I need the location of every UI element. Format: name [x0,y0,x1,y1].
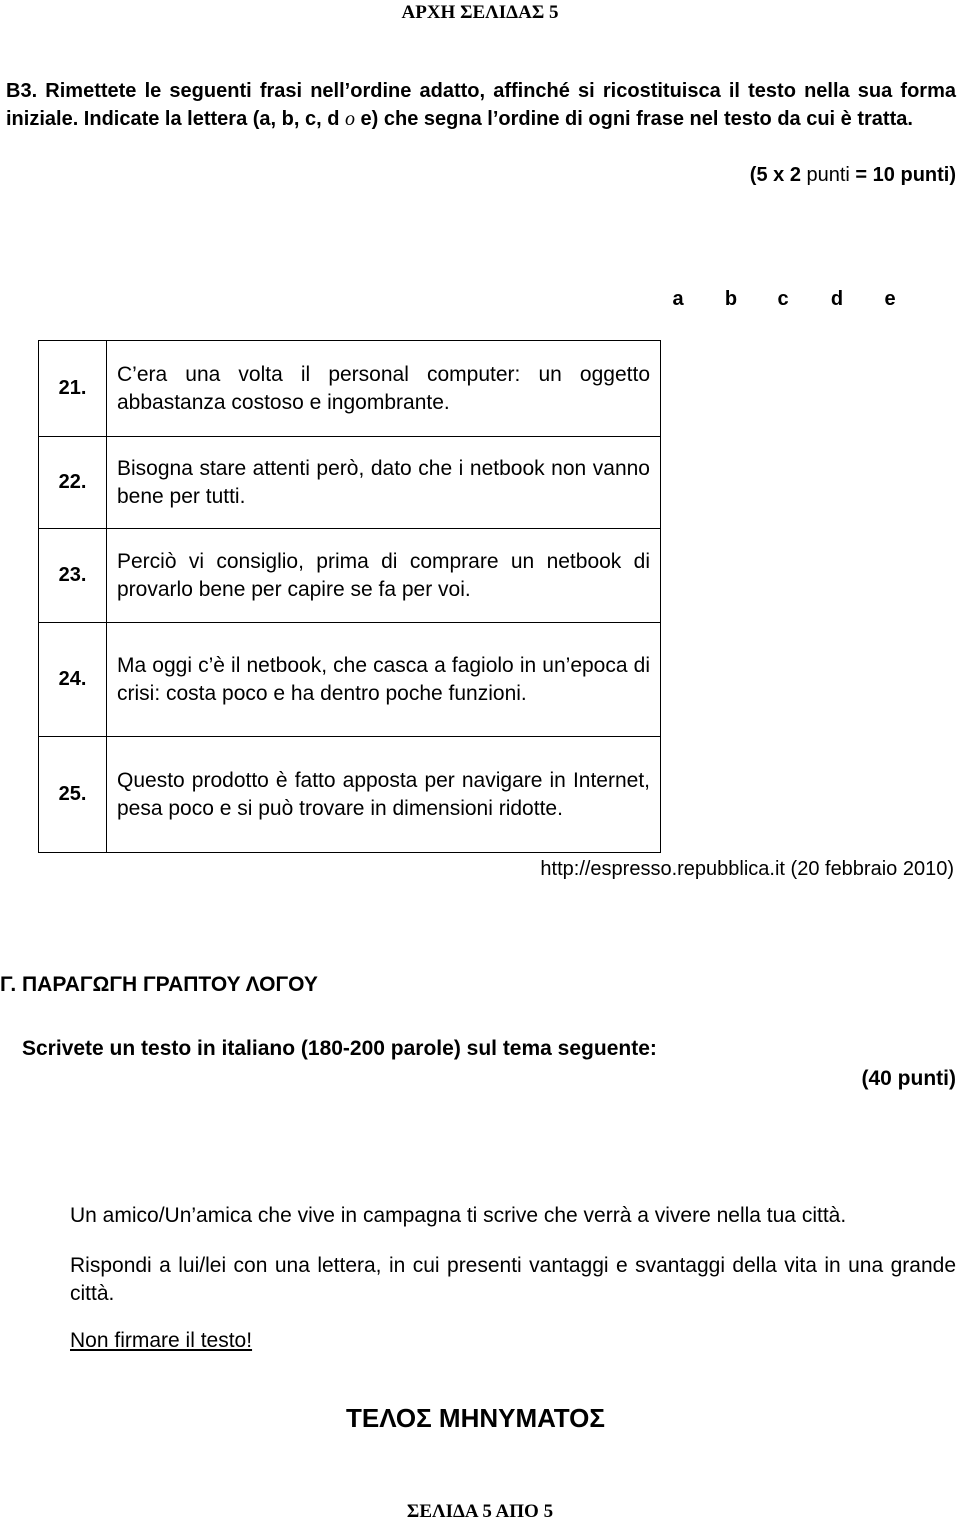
b3-points: (5 x 2 punti = 10 punti) [749,164,956,186]
task-prompt: Un amico/Un’amica che vive in campagna ti scrive che verrà a vivere nella tua città. [70,1204,847,1227]
item-sentence: Perciò vi consiglio, prima di comprare un netbook di provarlo bene per capire se fa per voi. [107,529,661,623]
answer-letter-e: e [884,288,896,310]
item-number: 23. [39,529,107,623]
answer-letter-b: b [724,288,738,310]
table-row [39,341,661,437]
item-sentence: Bisogna stare attenti però, dato che i netbook non vanno bene per tutti. [107,437,661,529]
page-footer: ΣΕΛΙΔΑ 5 ΑΠΟ 5 [406,1501,554,1522]
table-row [39,623,661,737]
item-number: 24. [39,623,107,737]
answer-letter-a: a [672,288,684,310]
sentence-order-table [38,340,661,853]
table-row [39,437,661,529]
task-points: (40 punti) [861,1067,956,1090]
b3-label: B3. [6,80,38,102]
table-row [39,737,661,853]
b3-instructions-text: Rimettete le seguenti frasi nell’ordine adatto, affinché si ricostituisca il testo nella sua forma iniziale. Indicate la lettera (a, b, c, d o e) che segna l’ordine di ogni frase nel testo da cui è tratta. [6,80,956,130]
answer-letter-c: c [777,288,789,310]
b3-instructions [6,77,956,133]
item-number: 25. [39,737,107,853]
end-message: ΤΕΛΟΣ ΜΗΝΥΜΑΤΟΣ [346,1403,605,1433]
task-prompt: Rispondi a lui/lei con una lettera, in cui presenti vantaggi e svantaggi della vita in una grande città. [70,1254,956,1305]
item-sentence: Questo prodotto è fatto apposta per navigare in Internet, pesa poco e si può trovare in dimensioni ridotte. [107,737,661,853]
page-header: ΑΡΧΗ ΣΕΛΙΔΑΣ 5 [401,2,559,23]
table-row [39,529,661,623]
item-number: 21. [39,341,107,437]
source-citation: http://espresso.repubblica.it (20 febbraio 2010) [540,858,954,880]
writing-task: Scrivete un testo in italiano (180-200 parole) sul tema seguente: [22,1037,657,1060]
instruction-note: Non firmare il testo! [70,1329,253,1352]
item-sentence: Ma oggi c’è il netbook, che casca a fagiolo in un’epoca di crisi: costa poco e ha dentro poche funzioni. [107,623,661,737]
section-title: Γ. ΠΑΡΑΓΩΓΗ ΓΡΑΠΤΟΥ ΛΟΓΟΥ [0,973,318,996]
item-number: 22. [39,437,107,529]
answer-letter-d: d [830,288,844,310]
item-sentence: C’era una volta il personal computer: un oggetto abbastanza costoso e ingombrante. [107,341,661,437]
